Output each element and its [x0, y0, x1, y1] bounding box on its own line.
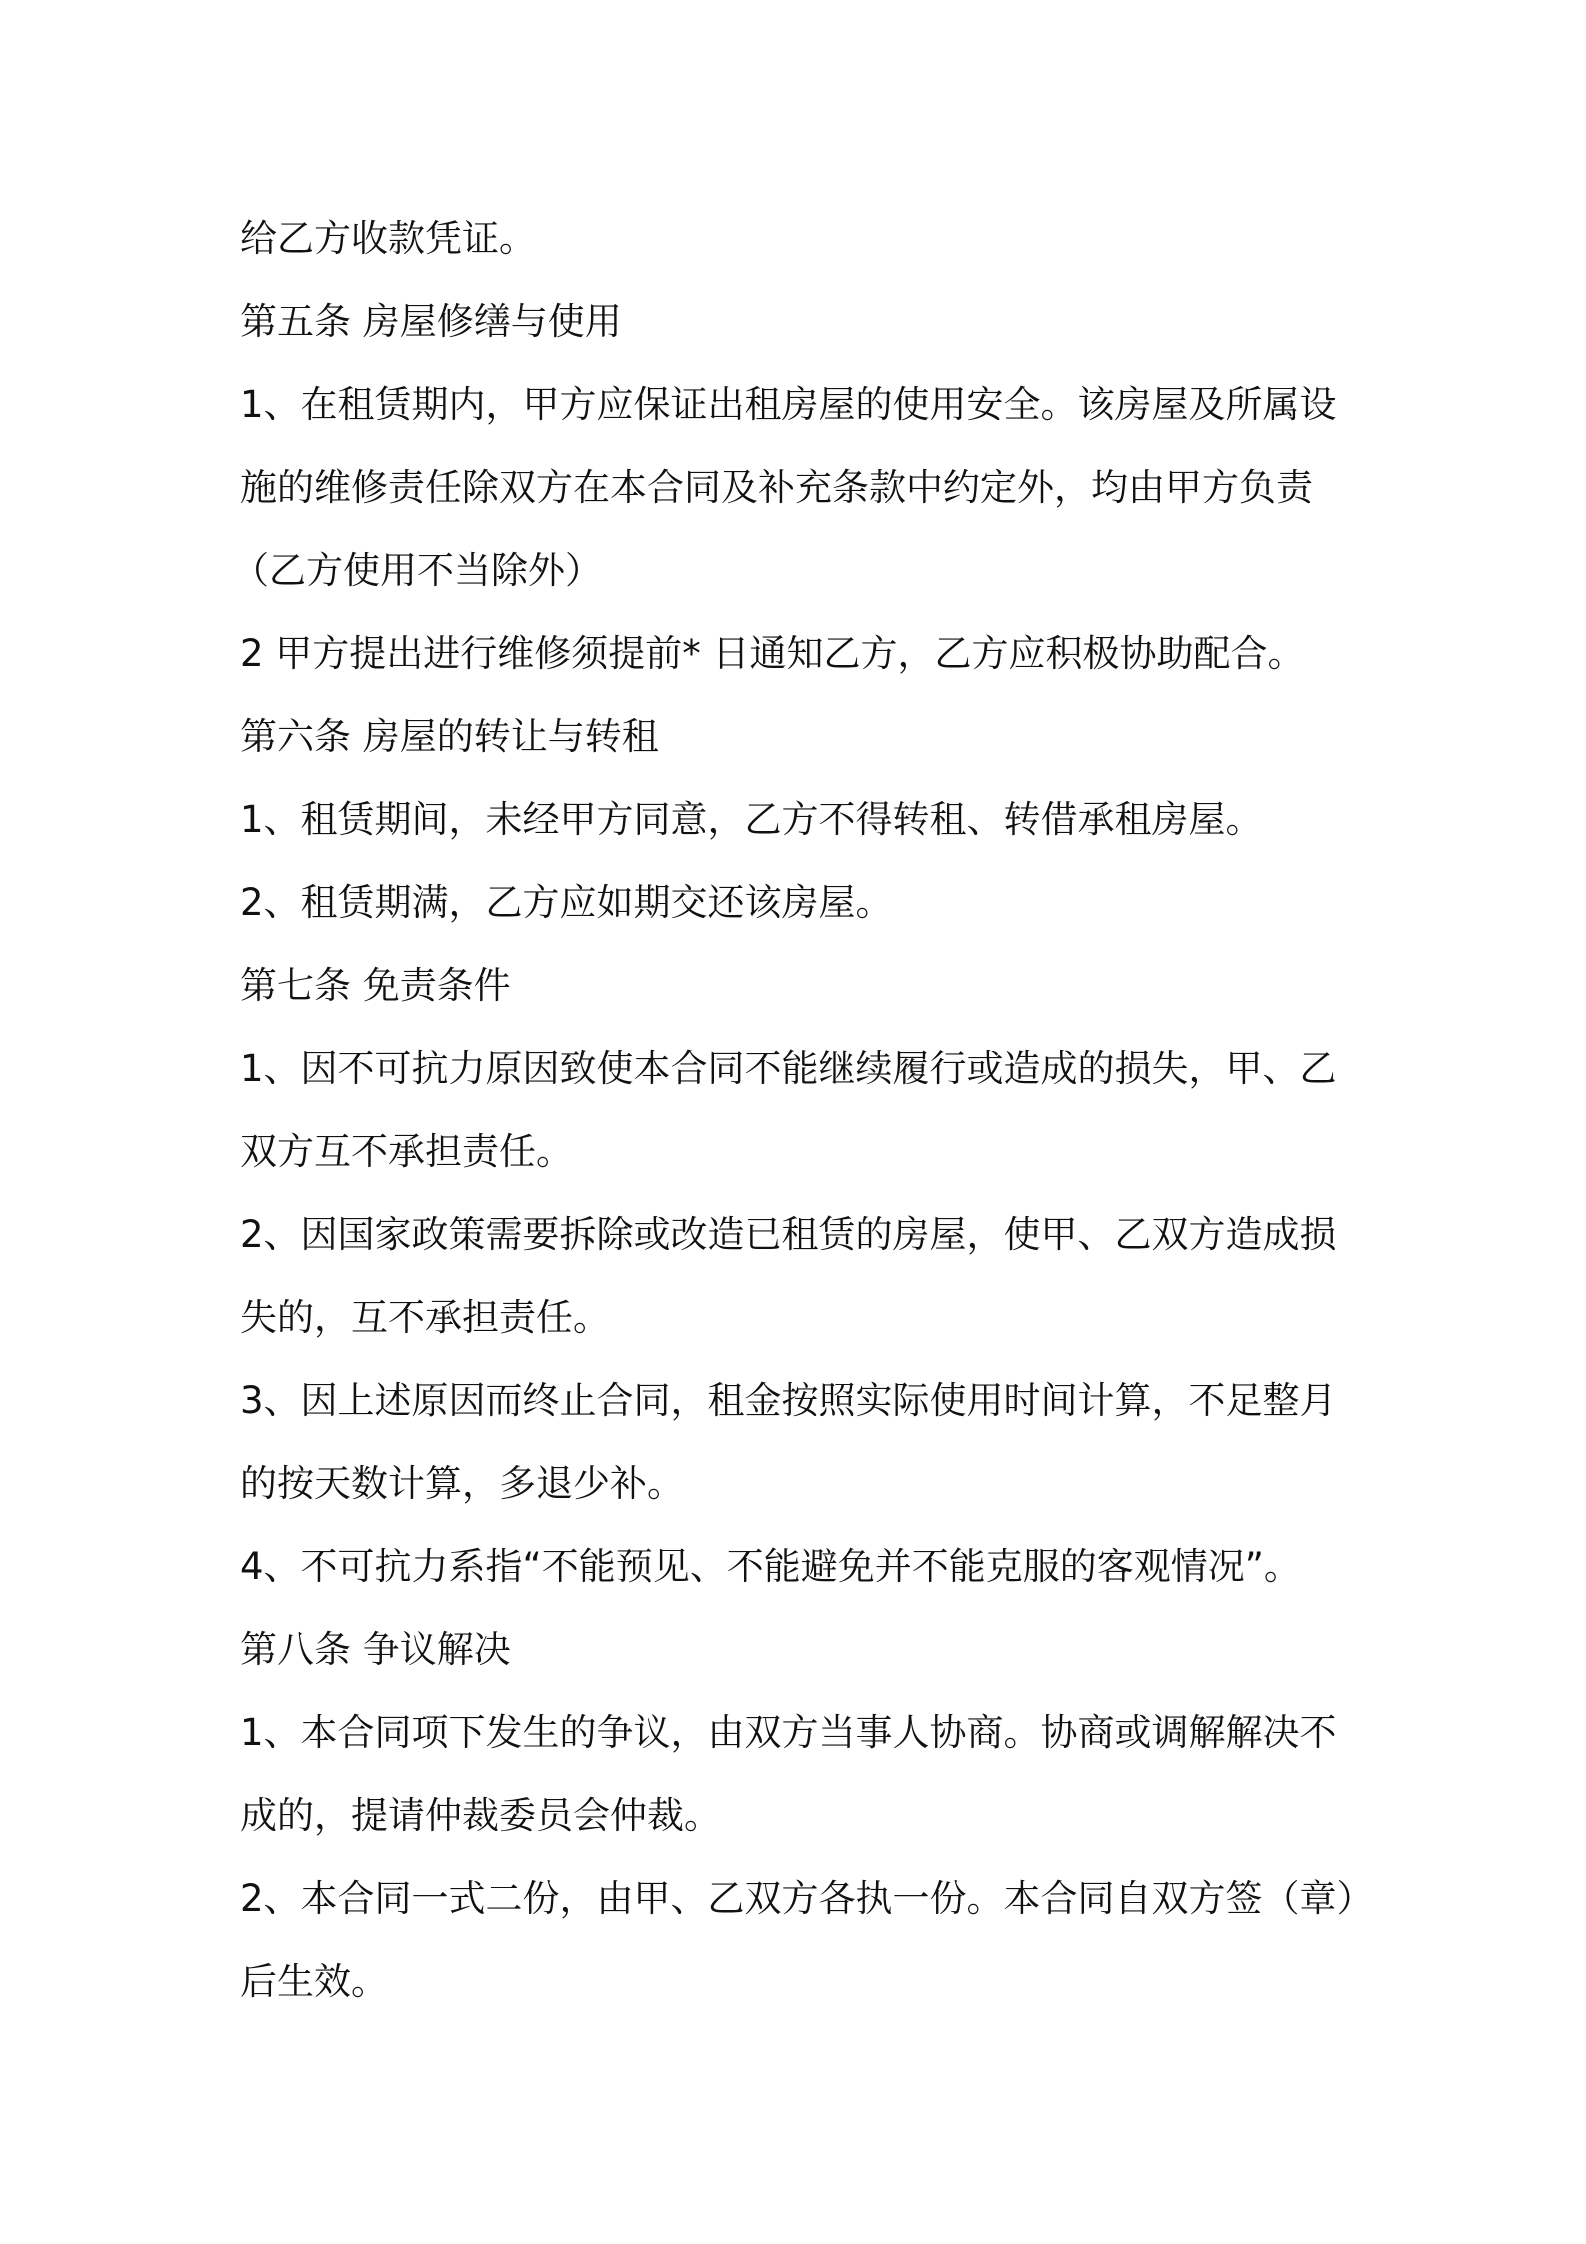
article-7-clause-4: 4、不可抗力系指“不能预见、不能避免并不能克服的客观情况”。: [240, 1545, 1301, 1588]
article-8-clause-2-line-1: 2、本合同一式二份，由甲、乙双方各执一份。本合同自双方签（章）: [240, 1877, 1374, 1920]
article-7-clause-1-line-2: 双方互不承担责任。: [240, 1130, 573, 1173]
article-7-clause-1-line-1: 1、因不可抗力原因致使本合同不能继续履行或造成的损失，甲、乙: [240, 1047, 1337, 1090]
article-8-clause-1-line-2: 成的，提请仲裁委员会仲裁。: [240, 1794, 721, 1837]
article-8-heading: 第八条 争议解决: [240, 1628, 511, 1671]
article-6-clause-2: 2、租赁期满，乙方应如期交还该房屋。: [240, 881, 893, 924]
article-7-clause-3-line-1: 3、因上述原因而终止合同，租金按照实际使用时间计算，不足整月: [240, 1379, 1337, 1422]
article-7-clause-2-line-2: 失的，互不承担责任。: [240, 1296, 610, 1339]
article-7-clause-3-line-2: 的按天数计算，多退少补。: [240, 1462, 684, 1505]
article-5-clause-1-line-1: 1、在租赁期内，甲方应保证出租房屋的使用安全。该房屋及所属设: [240, 383, 1337, 426]
article-6-clause-1: 1、租赁期间，未经甲方同意，乙方不得转租、转借承租房屋。: [240, 798, 1263, 841]
article-5-clause-2: 2 甲方提出进行维修须提前* 日通知乙方，乙方应积极协助配合。: [240, 632, 1305, 675]
article-5-heading: 第五条 房屋修缮与使用: [240, 300, 622, 343]
article-8-clause-2-line-2: 后生效。: [240, 1960, 388, 2003]
article-5-clause-1-line-2: 施的维修责任除双方在本合同及补充条款中约定外，均由甲方负责: [240, 466, 1313, 509]
text-line-receipt: 给乙方收款凭证。: [240, 217, 536, 260]
article-7-heading: 第七条 免责条件: [240, 964, 511, 1007]
article-5-clause-1-line-3: （乙方使用不当除外）: [232, 549, 602, 592]
article-8-clause-1-line-1: 1、本合同项下发生的争议，由双方当事人协商。协商或调解解决不: [240, 1711, 1337, 1754]
article-7-clause-2-line-1: 2、因国家政策需要拆除或改造已租赁的房屋，使甲、乙双方造成损: [240, 1213, 1337, 1256]
document-body: [232, 197, 1374, 2023]
article-6-heading: 第六条 房屋的转让与转租: [240, 715, 659, 758]
